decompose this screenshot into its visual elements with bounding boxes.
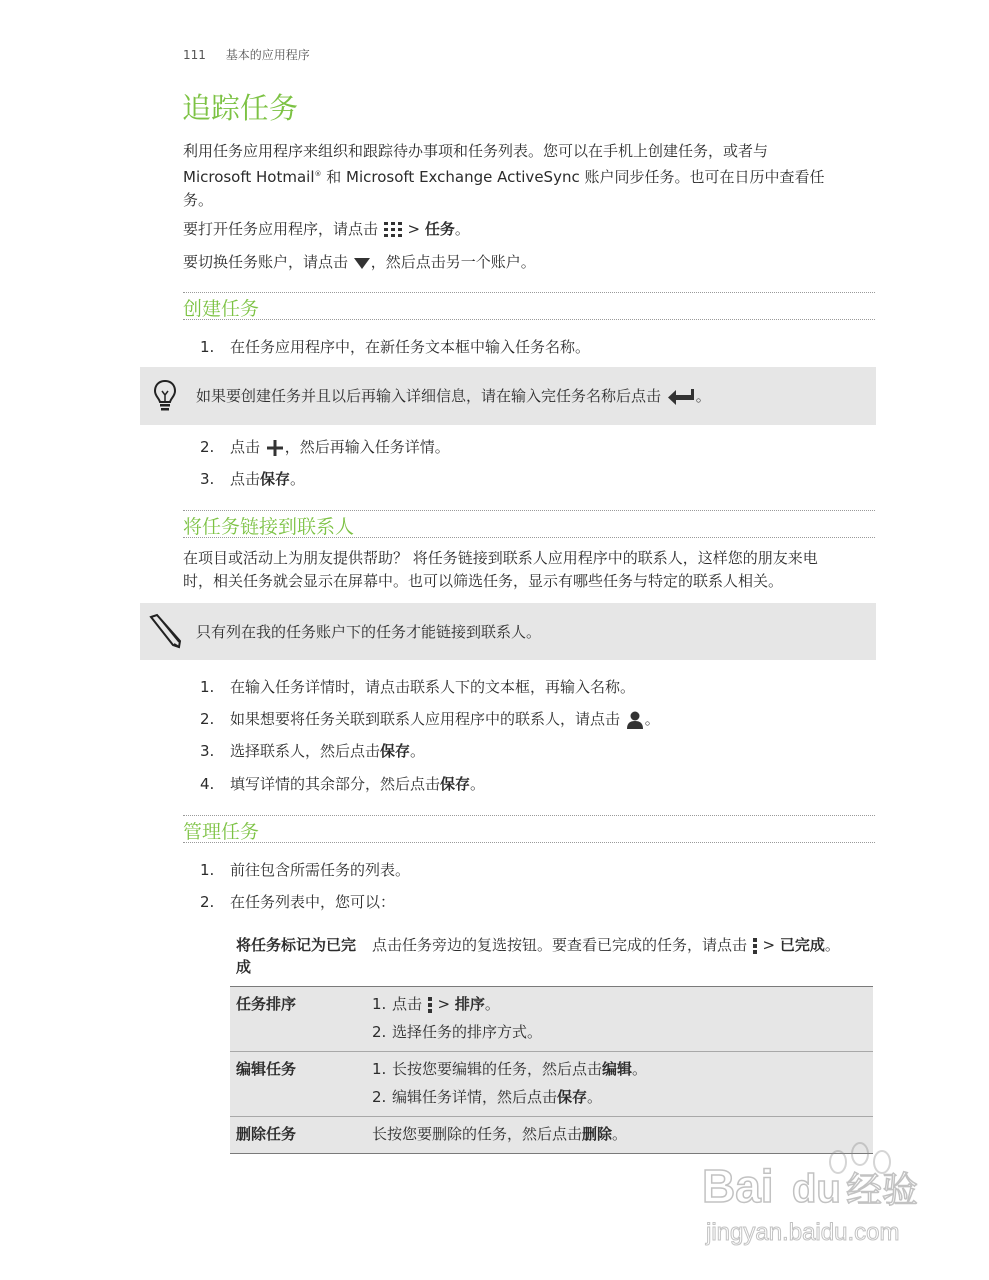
row-substep xyxy=(372,1021,867,1043)
create-step-3 xyxy=(200,468,305,490)
row-label: 任务排序 xyxy=(230,987,366,1052)
step-text-before: 点击 xyxy=(230,438,265,456)
substep-text-after: 。 xyxy=(632,1060,648,1078)
substep-text-before: 点击 xyxy=(392,995,427,1013)
step-bold-save: 保存 xyxy=(260,470,291,488)
row-text-before: 长按您要删除的任务，然后点击 xyxy=(372,1125,583,1143)
open-instruction xyxy=(183,218,878,241)
step-text-before: 选择联系人，然后点击 xyxy=(230,742,381,760)
page-header xyxy=(183,46,310,63)
substep-number: 2. xyxy=(372,1023,387,1041)
link-para-line-1: 在项目或活动上为朋友提供帮助？ 将任务链接到联系人应用程序中的联系人，这样您的朋友来电 xyxy=(183,549,818,567)
substep-bold-save: 保存 xyxy=(557,1088,588,1106)
section-heading-manage: 管理任务 xyxy=(183,821,260,843)
row-substep xyxy=(372,993,867,1015)
row-text-after: 。 xyxy=(824,936,840,954)
intro-line-1: 利用任务应用程序来组织和跟踪待办事项和任务列表。您可以在手机上创建任务，或者与 xyxy=(183,142,769,160)
section-manage-tasks xyxy=(183,815,875,843)
step-number: 1. xyxy=(200,861,215,879)
step-text-before: 填写详情的其余部分，然后点击 xyxy=(230,775,441,793)
step-text: 在任务列表中，您可以： xyxy=(230,893,396,911)
all-apps-grid-icon xyxy=(383,221,403,239)
row-text-before: 点击任务旁边的复选按钮。要查看已完成的任务，请点击 xyxy=(372,936,752,954)
switch-instruction xyxy=(183,251,878,274)
intro-line-3: 务。 xyxy=(183,191,214,209)
link-step-3 xyxy=(200,740,425,762)
step-number: 1. xyxy=(200,338,215,356)
step-text: 前往包含所需任务的列表。 xyxy=(230,861,411,879)
step-bold-save: 保存 xyxy=(380,742,411,760)
step-number: 2. xyxy=(200,710,215,728)
manage-step-2 xyxy=(200,891,395,913)
link-para-line-2: 时，相关任务就会显示在屏幕中。也可以筛选任务，显示有哪些任务与特定的联系人相关。 xyxy=(183,572,784,590)
enter-key-icon xyxy=(666,387,696,407)
link-step-4 xyxy=(200,773,485,795)
table-row xyxy=(230,987,873,1052)
step-text-after: 。 xyxy=(470,775,486,793)
step-bold-save: 保存 xyxy=(440,775,471,793)
watermark-url-text: jingyan.baidu.com xyxy=(706,1219,900,1246)
open-text-end: 。 xyxy=(454,220,470,238)
note-box xyxy=(140,603,876,660)
substep-text-mid: > xyxy=(432,995,455,1013)
lightbulb-tip-icon xyxy=(153,379,177,413)
page-title: 追踪任务 xyxy=(182,91,299,125)
intro-line-2b: 和 Microsoft Exchange ActiveSync 账户同步任务。也可在日历中查看任 xyxy=(321,168,825,186)
step-text: 在输入任务详情时，请点击联系人下的文本框，再输入名称。 xyxy=(230,678,636,696)
chapter-title: 基本的应用程序 xyxy=(225,48,310,62)
step-number: 3. xyxy=(200,742,215,760)
row-description xyxy=(366,928,873,987)
step-number: 3. xyxy=(200,470,215,488)
plus-icon xyxy=(265,438,285,458)
open-tasks-bold: 任务 xyxy=(424,220,455,238)
step-text-before: 如果想要将任务关联到联系人应用程序中的联系人，请点击 xyxy=(230,710,625,728)
table-row xyxy=(230,1052,873,1117)
create-step-2 xyxy=(200,436,450,458)
table-row xyxy=(230,928,873,987)
row-description xyxy=(366,987,873,1052)
substep-number: 2. xyxy=(372,1088,387,1106)
row-bold-completed: 已完成 xyxy=(779,936,825,954)
substep-text-after: 。 xyxy=(587,1088,603,1106)
step-text-after: 。 xyxy=(644,710,660,728)
step-number: 1. xyxy=(200,678,215,696)
row-description xyxy=(366,1052,873,1117)
tip-text-after: 。 xyxy=(695,387,711,405)
link-paragraph xyxy=(183,547,878,593)
substep-text-before: 编辑任务详情，然后点击 xyxy=(392,1088,558,1106)
page-number: 111 xyxy=(183,48,206,62)
link-step-1 xyxy=(200,676,635,698)
row-label: 删除任务 xyxy=(230,1117,366,1154)
manage-step-1 xyxy=(200,859,410,881)
substep-bold-edit: 编辑 xyxy=(602,1060,633,1078)
open-text-before: 要打开任务应用程序，请点击 xyxy=(183,220,383,238)
section-create-task xyxy=(183,292,875,320)
create-step-1 xyxy=(200,336,590,358)
section-heading-create: 创建任务 xyxy=(183,298,260,320)
task-actions-table xyxy=(230,928,873,1154)
switch-text-before: 要切换任务账户，请点击 xyxy=(183,253,353,271)
row-text-mid: > xyxy=(757,936,780,954)
link-step-2 xyxy=(200,708,660,730)
row-substep xyxy=(372,1058,867,1080)
substep-bold-sort: 排序 xyxy=(454,995,485,1013)
row-substep xyxy=(372,1086,867,1108)
step-number: 2. xyxy=(200,893,215,911)
row-label: 将任务标记为已完成 xyxy=(230,928,366,987)
watermark-brand-text: Bai xyxy=(702,1160,774,1212)
tip-box xyxy=(140,367,876,425)
open-text-after: > xyxy=(402,220,425,238)
section-heading-link: 将任务链接到联系人 xyxy=(183,516,355,538)
step-text-before: 点击 xyxy=(230,470,261,488)
switch-text-after: ，然后点击另一个账户。 xyxy=(370,253,536,271)
registered-mark: ® xyxy=(314,170,322,178)
section-link-contact xyxy=(183,510,875,538)
step-text-after: ，然后再输入任务详情。 xyxy=(284,438,450,456)
row-text-after: 。 xyxy=(612,1125,628,1143)
pencil-note-icon xyxy=(148,613,182,649)
baidu-jingyan-watermark xyxy=(700,1140,940,1270)
contact-person-icon xyxy=(625,710,645,730)
row-bold-delete: 删除 xyxy=(582,1125,613,1143)
watermark-cn-text: 经验 xyxy=(846,1170,919,1211)
row-label: 编辑任务 xyxy=(230,1052,366,1117)
watermark-brand-text-2: du xyxy=(792,1167,841,1211)
step-number: 4. xyxy=(200,775,215,793)
intro-paragraph xyxy=(183,140,878,212)
substep-text-before: 长按您要编辑的任务，然后点击 xyxy=(392,1060,603,1078)
dropdown-triangle-icon xyxy=(353,256,371,270)
intro-line-2a: Microsoft Hotmail xyxy=(183,168,315,186)
substep-text: 选择任务的排序方式。 xyxy=(392,1023,543,1041)
note-text: 只有列在我的任务账户下的任务才能链接到联系人。 xyxy=(196,623,542,641)
substep-number: 1. xyxy=(372,1060,387,1078)
step-text-after: 。 xyxy=(410,742,426,760)
substep-number: 1. xyxy=(372,995,387,1013)
step-text: 在任务应用程序中，在新任务文本框中输入任务名称。 xyxy=(230,338,591,356)
substep-text-after: 。 xyxy=(484,995,500,1013)
tip-text-before: 如果要创建任务并且以后再输入详细信息，请在输入完任务名称后点击 xyxy=(196,387,666,405)
step-number: 2. xyxy=(200,438,215,456)
step-text-after: 。 xyxy=(290,470,306,488)
tip-text xyxy=(196,385,711,407)
